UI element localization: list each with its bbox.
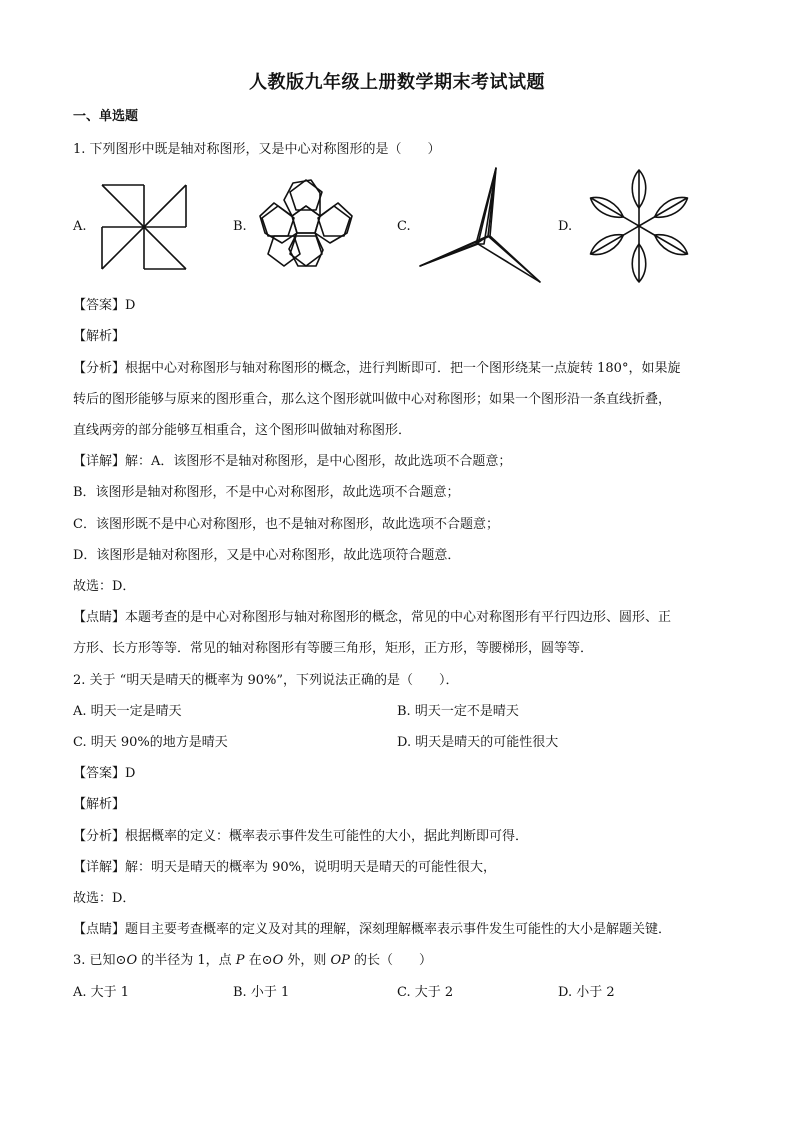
q1-jiexi: 【解析】 bbox=[73, 329, 126, 344]
q1-analysis-line-1: 【分析】根据中心对称图形与轴对称图形的概念，进行判断即可．把一个图形绕某一点旋转 180°，如果旋 bbox=[73, 361, 681, 376]
document-title: 人教版九年级上册数学期末考试试题 bbox=[249, 72, 545, 93]
q1-option-b-label: B. bbox=[233, 219, 247, 234]
option-c-star-figure bbox=[418, 166, 544, 284]
q1-detail-line-4: D．该图形是轴对称图形，又是中心对称图形，故此选项符合题意． bbox=[73, 548, 461, 563]
q1-detail-line-1: 【详解】解：A．该图形不是轴对称图形，是中心图形，故此选项不合题意； bbox=[73, 454, 512, 469]
q1-option-a-label: A. bbox=[73, 219, 87, 234]
q2-choose: 故选：D． bbox=[73, 891, 136, 906]
q1-stem: 1. 下列图形中既是轴对称图形，又是中心对称图形的是（ ） bbox=[73, 142, 441, 157]
q1-detail-line-2: B．该图形是轴对称图形，不是中心对称图形，故此选项不合题意； bbox=[73, 485, 460, 500]
q2-detail: 【详解】解：明天是晴天的概率为 90%，说明明天是晴天的可能性很大， bbox=[73, 860, 497, 875]
q3-stem: 3. 已知⊙O 的半径为 1，点 P 在⊙O 外，则 OP 的长（ ） bbox=[73, 953, 433, 968]
q3-option-b: B. 小于 1 bbox=[233, 985, 290, 1000]
q1-choose: 故选：D． bbox=[73, 579, 136, 594]
q3-option-c: C. 大于 2 bbox=[397, 985, 454, 1000]
q1-option-c-label: C. bbox=[397, 219, 411, 234]
option-b-pentagons-figure bbox=[254, 176, 358, 272]
q1-detail-line-3: C．该图形既不是中心对称图形，也不是轴对称图形，故此选项不合题意； bbox=[73, 517, 499, 532]
q1-analysis-line-3: 直线两旁的部分能够互相重合，这个图形叫做轴对称图形． bbox=[73, 423, 412, 438]
q1-comment-line-2: 方形、长方形等等．常见的轴对称图形有等腰三角形，矩形，正方形，等腰梯形，圆等等． bbox=[73, 641, 594, 656]
q1-comment-line-1: 【点睛】本题考查的是中心对称图形与轴对称图形的概念，常见的中心对称图形有平行四边形、圆形、正 bbox=[73, 610, 672, 625]
q2-option-b: B. 明天一定不是晴天 bbox=[397, 704, 519, 719]
q2-analysis: 【分析】根据概率的定义：概率表示事件发生可能性的大小，据此判断即可得． bbox=[73, 829, 529, 844]
q1-answer: 【答案】D bbox=[73, 298, 136, 313]
section-heading: 一、单选题 bbox=[73, 109, 139, 124]
q2-option-a: A. 明天一定是晴天 bbox=[73, 704, 182, 719]
q3-option-a: A. 大于 1 bbox=[73, 985, 130, 1000]
q3-option-d: D. 小于 2 bbox=[558, 985, 615, 1000]
option-d-flower-figure bbox=[586, 168, 692, 284]
q1-option-d-label: D. bbox=[558, 219, 573, 234]
q2-comment: 【点睛】题目主要考查概率的定义及对其的理解，深刻理解概率表示事件发生可能性的大小是解题关键． bbox=[73, 922, 672, 937]
option-a-pinwheel-figure bbox=[98, 182, 190, 272]
q2-stem: 2. 关于 “明天是晴天的概率为 90%”，下列说法正确的是（ ）． bbox=[73, 673, 459, 688]
q1-analysis-line-2: 转后的图形能够与原来的图形重合，那么这个图形就叫做中心对称图形；如果一个图形沿一条直线折叠， bbox=[73, 392, 672, 407]
q2-jiexi: 【解析】 bbox=[73, 797, 126, 812]
q2-answer: 【答案】D bbox=[73, 766, 136, 781]
q2-option-d: D. 明天是晴天的可能性很大 bbox=[397, 735, 559, 750]
q2-option-c: C. 明天 90%的地方是晴天 bbox=[73, 735, 228, 750]
